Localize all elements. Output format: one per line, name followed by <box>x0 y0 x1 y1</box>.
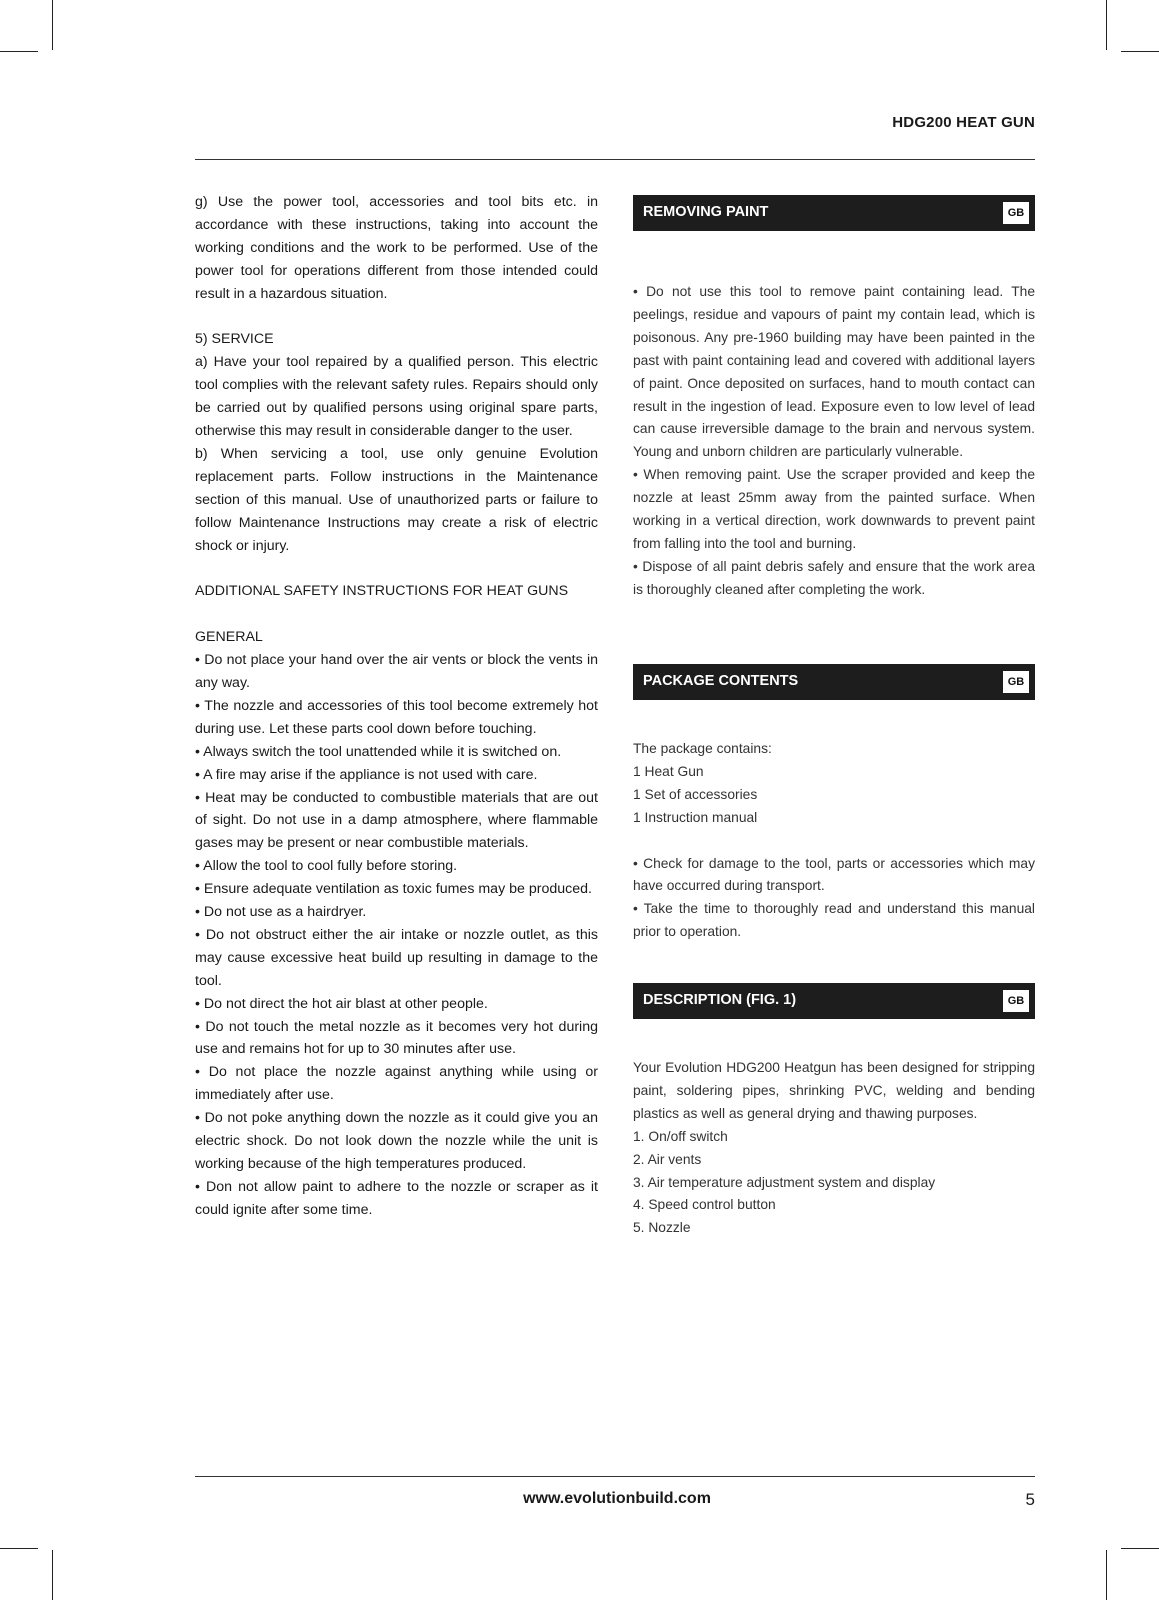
bullet-item: • Do not touch the metal nozzle as it becomes very hot during use and remains hot for up to 30 minutes after use. <box>195 1018 598 1058</box>
bullet-item: • Do not direct the hot air blast at other people. <box>195 995 488 1012</box>
left-column <box>195 191 598 1222</box>
section-body-description <box>633 1057 1035 1240</box>
footer-url: www.evolutionbuild.com <box>523 1490 711 1507</box>
paragraph: b) When servicing a tool, use only genuine Evolution replacement parts. Follow instructions in the Maintenance section of this manual. Use of unauthorized parts or failure to follow Maintenance Instructions may create a risk of electric shock or injury. <box>195 445 598 554</box>
section-title: REMOVING PAINT <box>643 204 769 220</box>
crop-mark <box>0 1548 38 1549</box>
bullet-item: • Do not use as a hairdryer. <box>195 904 367 921</box>
list-item: 1. On/off switch <box>633 1128 728 1144</box>
section-heading: ADDITIONAL SAFETY INSTRUCTIONS FOR HEAT GUNS <box>195 583 569 600</box>
spacer <box>633 830 1035 853</box>
spacer <box>195 557 598 580</box>
paragraph: Your Evolution HDG200 Heatgun has been designed for stripping paint, soldering pipes, shrinking PVC, welding and bending plastics as well as general drying and thawing purposes. <box>633 1060 1035 1121</box>
bullet-item: • Ensure adequate ventilation as toxic fumes may be produced. <box>195 881 592 898</box>
list-item: 1 Set of accessories <box>633 786 758 802</box>
section-heading: 5) SERVICE <box>195 331 274 348</box>
bullet-item: • A fire may arise if the appliance is not used with care. <box>195 766 538 783</box>
paragraph: g) Use the power tool, accessories and tool bits etc. in accordance with these instructions, taking into account the working conditions and the work to be performed. Use of the power tool for operations different from those intended could result in a hazardous situation. <box>195 194 598 302</box>
section-bar-description <box>633 983 1035 1019</box>
footer-rule <box>195 1476 1035 1477</box>
section-bar-removing-paint <box>633 195 1035 231</box>
bullet-item: • Always switch the tool unattended while it is switched on. <box>195 743 562 760</box>
bullet-item: • Heat may be conducted to combustible materials that are out of sight. Do not use in a damp atmosphere, where flammable gases may be present or near combustible materials. <box>195 789 598 852</box>
bullet-item: • Check for damage to the tool, parts or accessories which may have occurred during transport. <box>633 855 1035 894</box>
section-title: DESCRIPTION (FIG. 1) <box>643 992 797 1008</box>
bullet-item: • Do not place your hand over the air vents or block the vents in any way. <box>195 652 598 691</box>
list-item: 1 Heat Gun <box>633 763 704 779</box>
bullet-item: • Do not poke anything down the nozzle as it could give you an electric shock. Do not look down the nozzle while the unit is working because of the high temperatures produced. <box>195 1110 598 1173</box>
crop-mark <box>1106 1550 1107 1600</box>
bullet-item: • When removing paint. Use the scraper provided and keep the nozzle at least 25mm away from the painted surface. When working in a vertical direction, work downwards to prevent paint from falling into the tool and burning. <box>633 467 1035 551</box>
paragraph: a) Have your tool repaired by a qualified person. This electric tool complies with the relevant safety rules. Repairs should only be carried out by qualified persons using original spare parts, otherwise this may result in considerable danger to the user. <box>195 354 598 440</box>
section-title: PACKAGE CONTENTS <box>643 673 799 689</box>
list-item: 1 Instruction manual <box>633 809 758 825</box>
crop-mark <box>52 1550 53 1600</box>
bullet-item: • Do not use this tool to remove paint containing lead. The peelings, residue and vapours of paint my contain lead, which is poisonous. Any pre-1960 building may have been painted in the past with paint containing lead and covered with additional layers of paint. Once deposited on surfaces, hand to mouth contact can result in the ingestion of lead. Exposure even to low level of lead can cause irreversible damage to the brain and nervous system. Young and unborn children are particularly vulnerable. <box>633 284 1035 460</box>
page-number: 5 <box>1025 1490 1035 1509</box>
bullet-item: • Don not allow paint to adhere to the nozzle or scraper as it could ignite after some time. <box>195 1178 598 1218</box>
header-rule <box>195 159 1035 160</box>
language-badge: GB <box>1003 671 1029 693</box>
section-heading: GENERAL <box>195 629 263 646</box>
list-item: 2. Air vents <box>633 1151 702 1167</box>
spacer <box>195 603 598 626</box>
bullet-item: • Allow the tool to cool fully before storing. <box>195 858 458 875</box>
list-item: 4. Speed control button <box>633 1197 776 1213</box>
bullet-item: • Dispose of all paint debris safely and ensure that the work area is thoroughly cleaned after completing the work. <box>633 558 1035 597</box>
page-header-title: HDG200 HEAT GUN <box>892 114 1035 131</box>
bullet-item: • Do not obstruct either the air intake or nozzle outlet, as this may cause excessive heat build up resulting in damage to the tool. <box>195 926 598 989</box>
crop-mark <box>1121 51 1159 52</box>
list-item: 3. Air temperature adjustment system and display <box>633 1174 936 1190</box>
bullet-item: • Do not place the nozzle against anything while using or immediately after use. <box>195 1064 598 1104</box>
crop-mark <box>52 0 53 50</box>
section-bar-package-contents <box>633 664 1035 700</box>
list-item: 5. Nozzle <box>633 1220 691 1236</box>
section-body-removing-paint <box>633 281 1035 602</box>
language-badge: GB <box>1003 202 1029 224</box>
spacer <box>195 306 598 329</box>
crop-mark <box>0 51 38 52</box>
language-badge: GB <box>1003 990 1029 1012</box>
bullet-item: • The nozzle and accessories of this tool become extremely hot during use. Let these parts cool down before touching. <box>195 697 598 737</box>
crop-mark <box>1121 1548 1159 1549</box>
crop-mark <box>1106 0 1107 50</box>
section-body-package-contents <box>633 738 1035 944</box>
paragraph: The package contains: <box>633 741 772 756</box>
bullet-item: • Take the time to thoroughly read and understand this manual prior to operation. <box>633 901 1035 940</box>
